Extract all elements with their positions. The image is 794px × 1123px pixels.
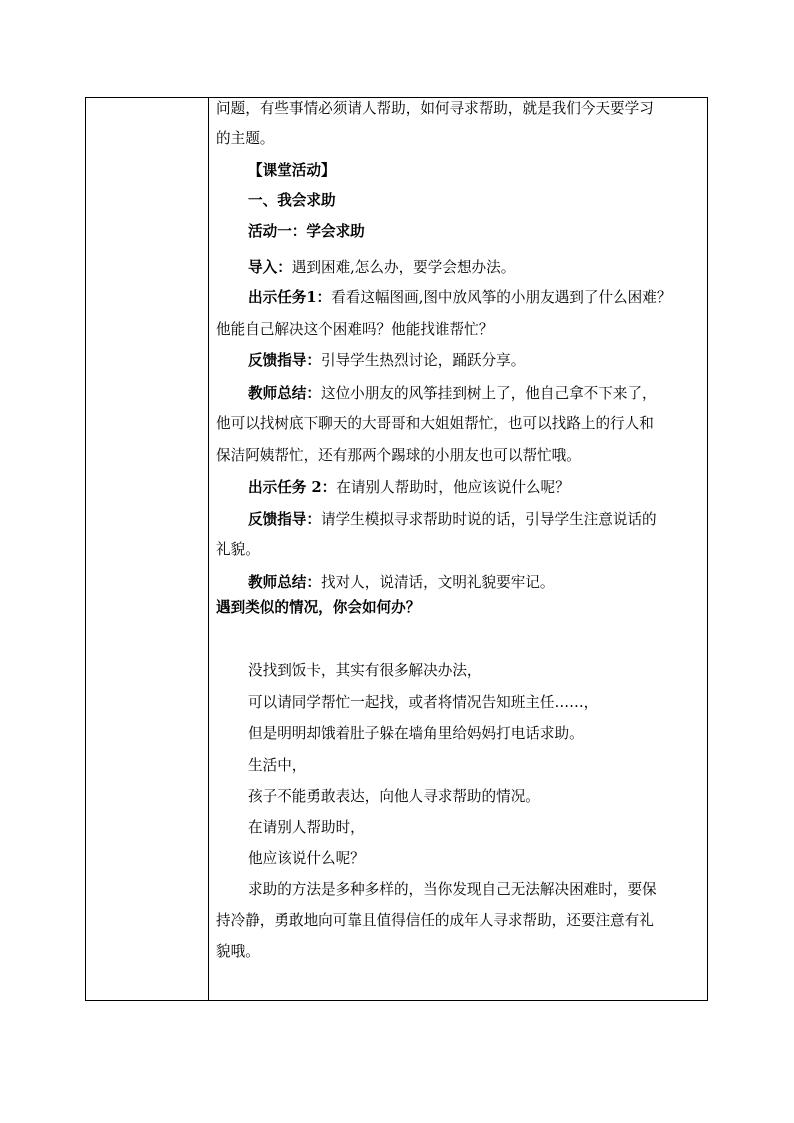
part-heading: 一、我会求助 [248, 192, 336, 209]
story-line: 他应该说什么呢？ [248, 850, 365, 867]
story-line: 在请别人帮助时， [248, 819, 365, 836]
intro-line-1: 问题，有些事情必须请人帮助，如何寻求帮助，就是我们今天要学习 [216, 100, 654, 117]
lead-text: 遇到困难,怎么办，要学会想办法。 [291, 259, 516, 276]
summary2-label: 教师总结： [248, 574, 321, 591]
story-line: 但是明明却饿着肚子躲在墙角里给妈妈打电话求助。 [248, 725, 584, 742]
feedback2-paragraph [248, 510, 657, 530]
task2-label: 出示任务 2： [248, 479, 337, 496]
summary1-text: 这位小朋友的风筝挂到树上了，他自己拿不下来了， [320, 385, 657, 402]
conclusion-line-3: 貌哦。 [216, 943, 260, 960]
question-heading: 遇到类似的情况，你会如何办？ [216, 599, 421, 616]
lesson-table [85, 97, 708, 1001]
feedback2-line-2: 礼貌。 [216, 541, 260, 558]
story-line: 孩子不能勇敢表达，向他人寻求帮助的情况。 [248, 788, 540, 805]
lead-paragraph [248, 258, 515, 278]
task2-text: 在请别人帮助时，他应该说什么呢？ [336, 479, 570, 496]
task1-label: 出示任务1： [248, 289, 332, 306]
section-heading: 【课堂活动】 [248, 162, 336, 179]
task1-line-2: 他能自己解决这个困难吗？他能找谁帮忙？ [216, 321, 494, 338]
column-divider [208, 98, 209, 1000]
lead-label: 导入： [248, 259, 292, 276]
feedback2-text: 请学生模拟寻求帮助时说的话，引导学生注意说话的 [320, 511, 657, 528]
summary1-line-2: 他可以找树底下聊天的大哥哥和大姐姐帮忙，也可以找路上的行人和 [216, 415, 654, 432]
story-line: 没找到饭卡，其实有很多解决办法， [248, 662, 482, 679]
story-line: 可以请同学帮忙一起找，或者将情况告知班主任……， [248, 694, 599, 711]
task1-text: 看看这幅图画,图中放风筝的小朋友遇到了什么困难？ [331, 289, 672, 306]
summary1-label: 教师总结： [248, 385, 321, 402]
story-line: 生活中， [248, 757, 307, 774]
summary2-paragraph [248, 573, 555, 593]
task2-paragraph [248, 478, 570, 498]
feedback2-label: 反馈指导： [248, 511, 321, 528]
intro-line-2: 的主题。 [216, 130, 275, 147]
feedback1-paragraph [248, 351, 525, 371]
summary1-paragraph [248, 384, 657, 404]
feedback1-text: 引导学生热烈讨论，踊跃分享。 [320, 352, 526, 369]
summary1-line-3: 保洁阿姨帮忙，还有那两个踢球的小朋友也可以帮忙哦。 [216, 447, 581, 464]
task1-paragraph [248, 288, 671, 308]
conclusion-line-1: 求助的方法是多种多样的，当你发现自己无法解决困难时，要保 [248, 881, 657, 898]
summary2-text: 找对人，说清话，文明礼貌要牢记。 [320, 574, 555, 591]
feedback1-label: 反馈指导： [248, 352, 321, 369]
conclusion-line-2: 持冷静，勇敢地向可靠且值得信任的成年人寻求帮助，还要注意有礼 [216, 912, 654, 929]
activity-heading: 活动一：学会求助 [248, 223, 365, 240]
